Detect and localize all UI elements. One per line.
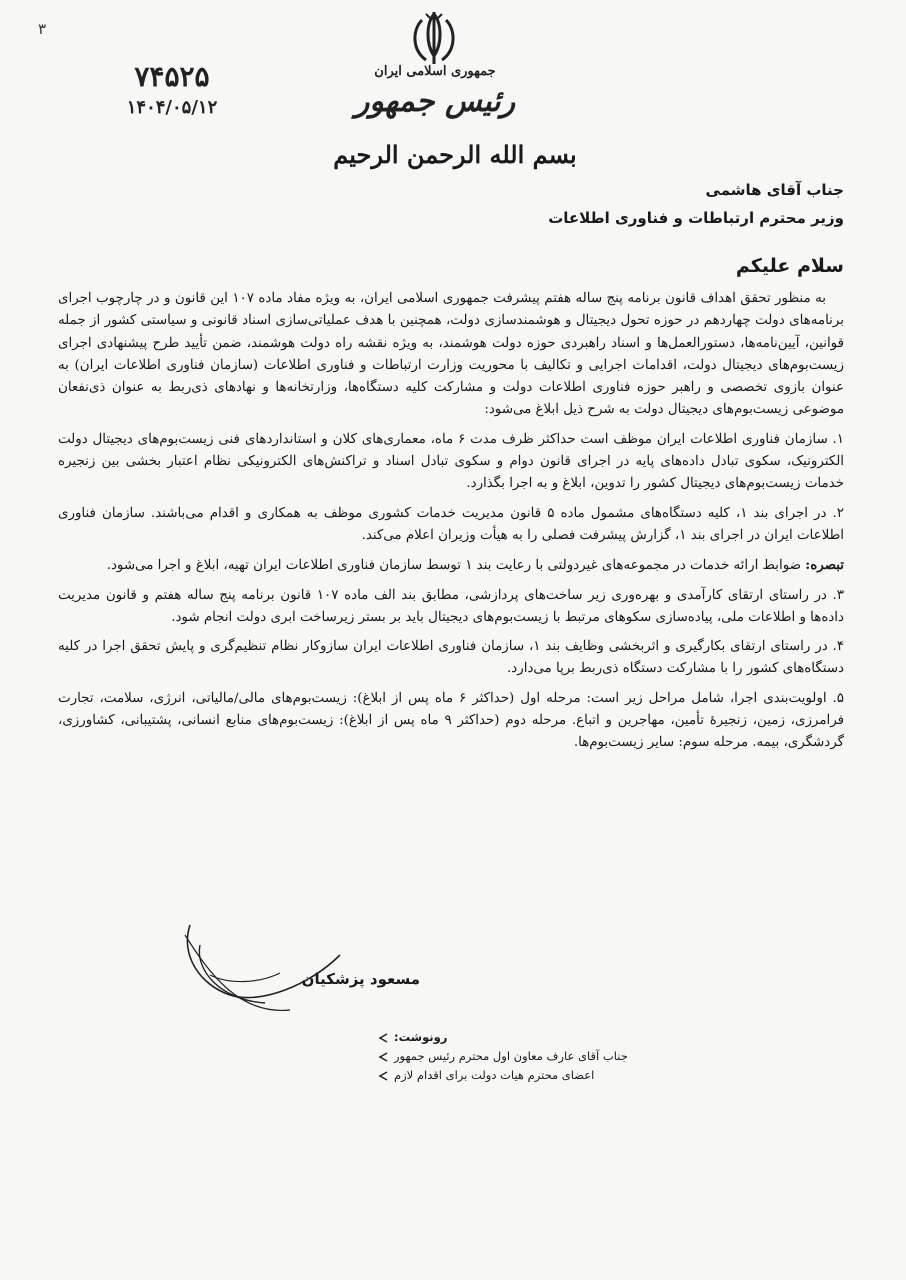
recipient-title: وزیر محترم ارتباطات و فناوری اطلاعات — [548, 209, 844, 227]
note-paragraph — [58, 554, 844, 577]
iran-emblem-icon — [404, 10, 464, 66]
cc-title-row — [378, 1028, 778, 1047]
cc-item-text: اعضای محترم هیات دولت برای اقدام لازم — [394, 1068, 595, 1082]
corner-mark: ۳ — [38, 20, 47, 38]
cc-block — [378, 1028, 778, 1085]
header-country: جمهوری اسلامی ایران — [374, 64, 496, 79]
item-1: ۱. سازمان فناوری اطلاعات ایران موظف است حداکثر ظرف مدت ۶ ماه، معماری‌های کلان و استانداردهای فنی زیست‌بوم‌های دیجیتال دولت الکترونیک، سکوی تبادل داده‌های پایه در اجرای قانون دوام و سکوی تبادل اسناد و تراکنش‌های الکترونیکی نظام اعتبار بخشی بین زنجیره خدمات زیست‌بوم‌های دیجیتال کشور را تدوین، ابلاغ و به اجرا بگذارد. — [58, 431, 844, 492]
cc-item-text: جناب آقای عارف معاون اول محترم رئیس جمهور — [394, 1049, 628, 1063]
item-2: ۲. در اجرای بند ۱، کلیه دستگاه‌های مشمول ماده ۵ قانون مدیریت خدمات کشوری موظف به همکاری و اقدام می‌باشند. سازمان فناوری اطلاعات ایران در اجرای بند ۱، گزارش پیشرفت فصلی را به هیأت وزیران اعلام می‌کند. — [58, 505, 844, 543]
note-label: تبصره: — [805, 557, 844, 574]
arrow-bullet-icon — [378, 1052, 388, 1062]
header-office: رئیس جمهور — [354, 84, 516, 119]
intro-paragraph: به منظور تحقق اهداف قانون برنامه پنج ساله هفتم پیشرفت جمهوری اسلامی ایران، به ویژه مفاد ماده ۱۰۷ این قانون و در چارچوب اجرای برنامه‌های دولت چهاردهم در حوزه تحول دیجیتال و هوشمندسازی دولت، همچنین با هدف عملیاتی‌سازی اسناد قانونی و سیاستی کشور از جمله قوانین، آیین‌نامه‌ها، دستورالعمل‌ها و اسناد راهبردی حوزه دولت هوشمند، به ویژه نقشه راه دولت هوشمند، ضمن تأیید طرح پیشنهادی اجرای زیست‌بوم‌های دیجیتال دولت، اقدامات اجرایی و تکالیف با محوریت وزارت ارتباطات و فناوری اطلاعات (سازمان فناوری اطلاعات ایران) به عنوان بازوی تخصصی و راهبر حوزه فناوری اطلاعات دولت و مشارکت کلیه دستگاه‌ها، وزارتخانه‌ها و نهادهای ذی‌ربط به عنوان ذی‌نفعان موضوعی زیست‌بوم‌های دیجیتال دولت به شرح ذیل ابلاغ می‌شود: — [58, 291, 844, 418]
greeting: سلام علیکم — [735, 255, 844, 277]
item-4: ۴. در راستای ارتقای بکارگیری و اثربخشی وظایف بند ۱، سازمان فناوری اطلاعات ایران سازوکار نظام تنظیم‌گری و پایش تحقق اجرا در کلیه دستگاه‌های کشور را با مشارکت دستگاه ذی‌ربط برپا می‌دارد. — [58, 639, 845, 677]
cc-item — [378, 1066, 778, 1085]
recipient-block — [144, 176, 844, 232]
letter-body — [58, 288, 844, 762]
reference-number: ۷۴۵۲۵ — [134, 60, 210, 93]
item-3: ۳. در راستای ارتقای کارآمدی و بهره‌وری زیر ساخت‌های پردازشی، مطابق بند الف ماده ۱۰۷ قانون برنامه پنج ساله هفتم و قانون مدیریت داده‌ها و اطلاعات ملی، پیاده‌سازی سکوهای مرتبط با زیست‌بوم‌های دیجیتال باید بر بستر زیرساخت ابری دولت انجام شود. — [58, 587, 844, 625]
arrow-bullet-icon — [378, 1033, 388, 1043]
reference-date: ۱۴۰۴/۰۵/۱۲ — [126, 97, 218, 118]
recipient-name: جناب آقای هاشمی — [705, 181, 844, 199]
arrow-bullet-icon — [378, 1071, 388, 1081]
cc-item — [378, 1047, 778, 1066]
note-text: ضوابط ارائه خدمات در مجموعه‌های غیردولتی با رعایت بند ۱ توسط سازمان فناوری اطلاعات ایران تهیه، ابلاغ و اجرا می‌شود. — [106, 558, 801, 574]
signer-name: مسعود پزشکیان — [301, 970, 420, 988]
cc-title: رونوشت: — [394, 1030, 448, 1044]
reference-block — [112, 60, 232, 118]
bismillah: بسم الله الرحمن الرحیم — [333, 140, 577, 169]
item-5: ۵. اولویت‌بندی اجرا، شامل مراحل زیر است: مرحله اول (حداکثر ۶ ماه پس از ابلاغ): زیست‌بوم‌های مالی/مالیاتی، انرژی، سلامت، تجارت فرامرزی، زمین، زنجیرهٔ تأمین، مهاجرین و اتباع. مرحله دوم (حداکثر ۹ ماه پس از ابلاغ): زیست‌بوم‌های منابع انسانی، پشتیبانی، کشاورزی، گردشگری، بیمه. مرحله سوم: سایر زیست‌بوم‌ها. — [58, 690, 844, 751]
